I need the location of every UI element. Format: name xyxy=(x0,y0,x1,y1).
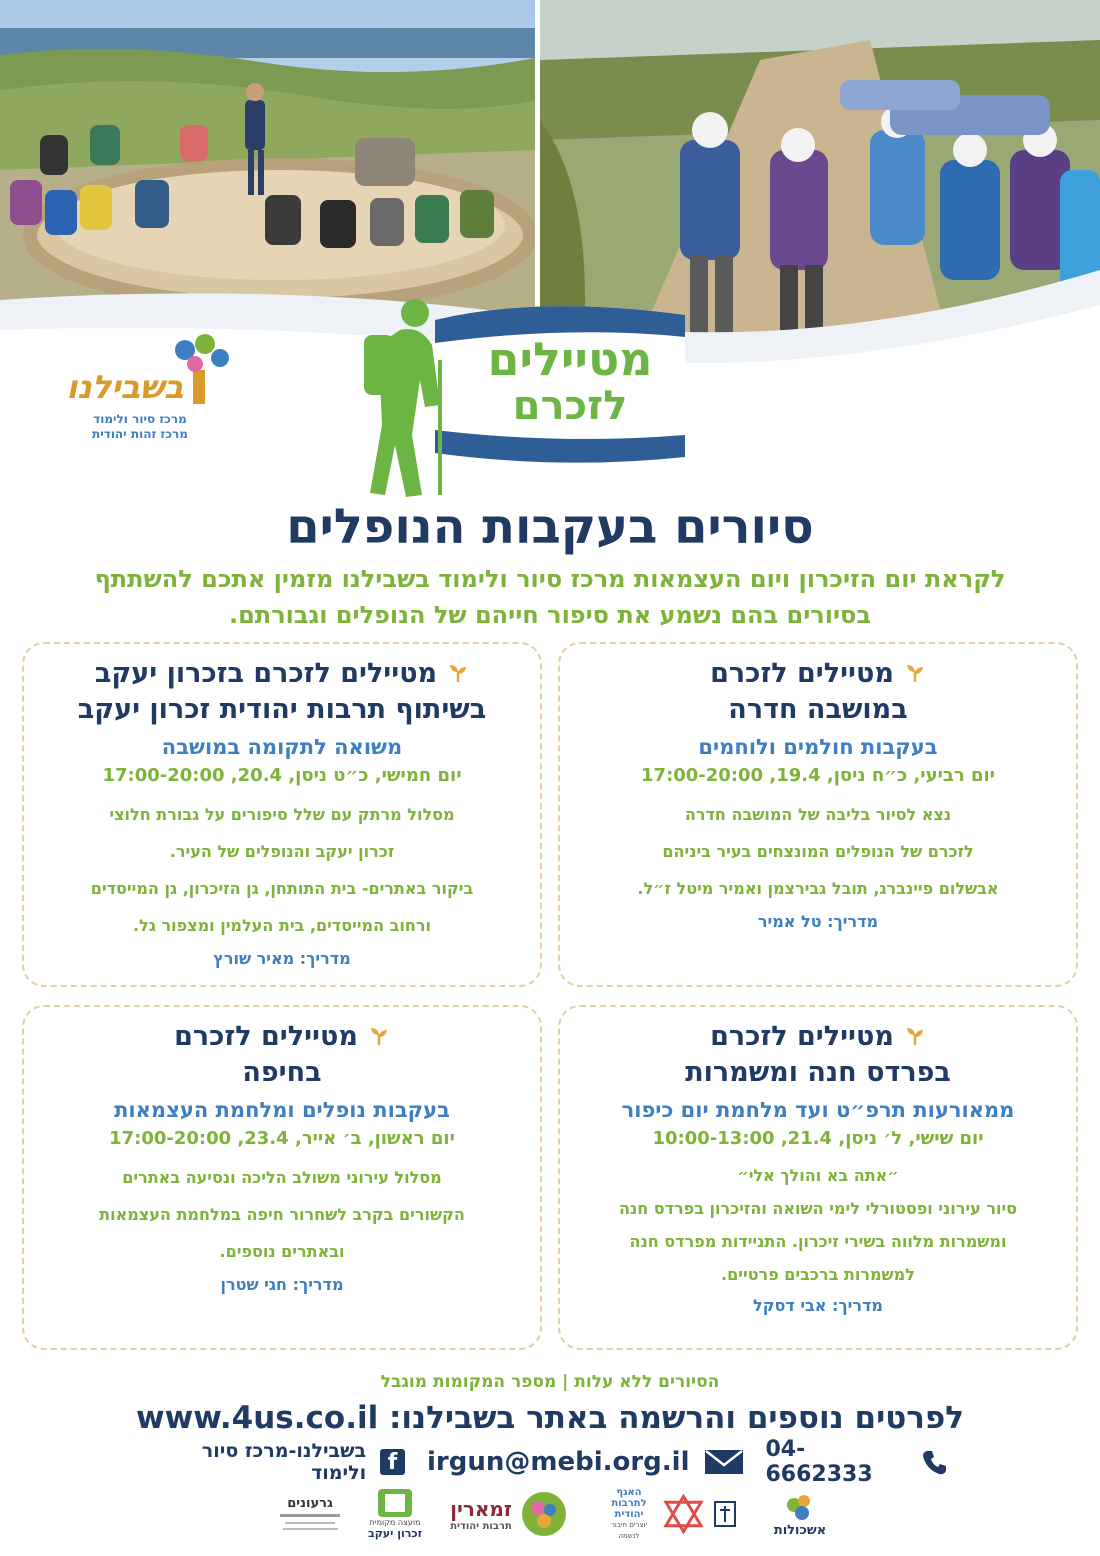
sponsor-logo-garinim: גרעונים xyxy=(270,1485,350,1543)
tour-description-line: ומשמרות מלווה בשירי זיכרון. התניידות מפרדס חנה xyxy=(629,1232,1007,1251)
tour-subtitle: בעקבות חולמים ולוחמים xyxy=(698,735,938,759)
council-emblem-icon xyxy=(377,1488,413,1518)
tour-description-line: ובאתרים נוספים. xyxy=(219,1242,345,1261)
tour-description-line: סיור עירוני ופסטורלי לימי השואה והזיכרון בפרדס חנה xyxy=(618,1199,1018,1218)
sponsor-logo-eshkolot: אשכולות xyxy=(760,1485,840,1543)
sprout-icon xyxy=(447,662,469,684)
phone-number[interactable]: 04-6662333 xyxy=(765,1437,873,1487)
badge-title-line1: מטיילים xyxy=(487,332,653,386)
tour-title: מטיילים לזכרם xyxy=(710,1021,894,1052)
sprout-icon xyxy=(368,1025,390,1047)
sprout-icon xyxy=(904,1025,926,1047)
sponsor-logo-zamarin: זמארין תרבות יהודית xyxy=(440,1485,580,1543)
divider xyxy=(283,1528,338,1530)
grapes-icon xyxy=(518,1488,570,1540)
tour-description-line: מסלול מרתק עם שלל סיפורים על גבורת חלוצי xyxy=(109,805,455,824)
tour-card-zichron-yaakov xyxy=(22,642,542,987)
tour-description-line: אבשלום פיינברג, תובל גבירצמן ואמיר מיטל ז״ל. xyxy=(637,879,999,898)
email-icon xyxy=(704,1448,744,1476)
tour-card-hadera xyxy=(558,642,1078,987)
intro-line-1: לקראת יום הזיכרון ויום העצמאות מרכז סיור ולימוד בשבילנו מזמין אתכם להשתתף xyxy=(94,565,1006,593)
phone-icon xyxy=(920,1447,950,1477)
tour-title: מטיילים לזכרם xyxy=(174,1021,358,1052)
facebook-page[interactable]: בשבילנו-מרכז סיור ולימוד xyxy=(201,1440,367,1484)
tour-description-line: מסלול עירוני משולב הליכה ונסיעה באתרים xyxy=(122,1168,442,1187)
tour-card-pardes-hanna xyxy=(558,1005,1078,1350)
logo-subtitle-1: מרכז סיור ולימוד xyxy=(93,412,187,426)
email-address[interactable]: irgun@mebi.org.il xyxy=(427,1447,690,1477)
tour-subtitle: ממאורעות תרפ״ט ועד מלחמת יום כיפור xyxy=(621,1098,1015,1122)
tour-location: במושבה חדרה xyxy=(728,694,908,725)
cta-text: לפרטים נוספים והרשמה באתר בשבילנו: xyxy=(389,1400,965,1436)
tour-guide: מדריך: חגי שטרן xyxy=(220,1275,344,1294)
star-icon xyxy=(662,1494,705,1534)
logo-subtitle-2: מרכז זהות יהודית xyxy=(92,427,188,441)
tour-guide: מדריך: מאיר שורץ xyxy=(213,949,351,968)
tour-partnership: בשיתוף תרבות יהודית זכרון יעקב xyxy=(77,694,487,725)
tour-description-line: הקשורים בקרב לשחרור חיפה במלחמת העצמאות xyxy=(99,1205,465,1224)
tour-description-line: ורחוב המייסדים, בית העלמין ומצפור גל. xyxy=(133,916,431,935)
website-link[interactable]: www.4us.co.il xyxy=(135,1400,379,1436)
sponsor-logo-jewish-culture: האגף לתרבות יהודית יוצרים חיבור לנשמה xyxy=(600,1485,705,1543)
sprout-icon xyxy=(904,662,926,684)
tour-title: מטיילים לזכרם בזכרון יעקב xyxy=(94,658,438,689)
hiker-icon xyxy=(364,299,442,497)
tour-date: יום חמישי, כ״ט ניסן, 20.4, 17:00-20:00 xyxy=(102,765,462,786)
tour-location: בפרדס חנה ומשמרות xyxy=(685,1057,951,1088)
tour-title: מטיילים לזכרם xyxy=(710,658,894,689)
sponsor-logo-zichron-council: מועצה מקומית זכרון יעקב xyxy=(360,1485,430,1543)
divider xyxy=(285,1522,335,1524)
tour-guide: מדריך: אבי דסקל xyxy=(753,1296,883,1315)
tour-location: בחיפה xyxy=(242,1057,322,1088)
facebook-icon: f xyxy=(380,1449,405,1475)
tour-date: יום שישי, ל׳ ניסן, 21.4, 10:00-13:00 xyxy=(652,1128,984,1149)
badge-title-line2: לזכרם xyxy=(512,383,628,429)
footer-note: הסיורים ללא עלות | מספר המקומות מוגבל xyxy=(380,1372,720,1392)
tour-date: יום רביעי, כ״ח ניסן, 19.4, 17:00-20:00 xyxy=(641,765,995,786)
contact-row xyxy=(150,1437,950,1487)
tour-date: יום ראשון, ב׳ אייר, 23.4, 17:00-20:00 xyxy=(109,1128,455,1149)
tour-subtitle: משואה לתקומה במושבה xyxy=(161,735,403,759)
tour-guide: מדריך: טל אמיר xyxy=(757,912,879,931)
tour-description-line: ביקור באתרים- בית התותחן, גן הזיכרון, גן המייסדים xyxy=(90,879,474,898)
emblem-icon xyxy=(712,1498,738,1530)
sponsor-logo-ministry xyxy=(705,1485,745,1543)
intro-line-2: בסיורים בהם נשמע את סיפור חייהם של הנופלים וגבורתם. xyxy=(228,601,872,629)
logo-name: בשבילנו xyxy=(66,368,184,406)
tour-description-line: לזכרם של הנופלים המונצחים בעיר ביניהם xyxy=(662,842,974,861)
tour-description-line: נצא לסיור בליבה של המושבה חדרה xyxy=(684,805,952,824)
organization-logo xyxy=(45,330,235,450)
tour-card-haifa xyxy=(22,1005,542,1350)
tour-description-line: זכרון יעקב והנופלים של העיר. xyxy=(169,842,395,861)
eshkolot-icon xyxy=(780,1491,820,1523)
tour-description-line: ״אתה בא והולך אלי״ xyxy=(737,1166,899,1185)
tour-description-line: למשמרות ברכבים פרטיים. xyxy=(721,1265,915,1284)
event-badge xyxy=(340,285,690,510)
divider xyxy=(280,1514,340,1517)
page-headline: סיורים בעקבות הנופלים xyxy=(286,499,814,555)
tour-subtitle: בעקבות נופלים ומלחמת העצמאות xyxy=(114,1098,450,1122)
